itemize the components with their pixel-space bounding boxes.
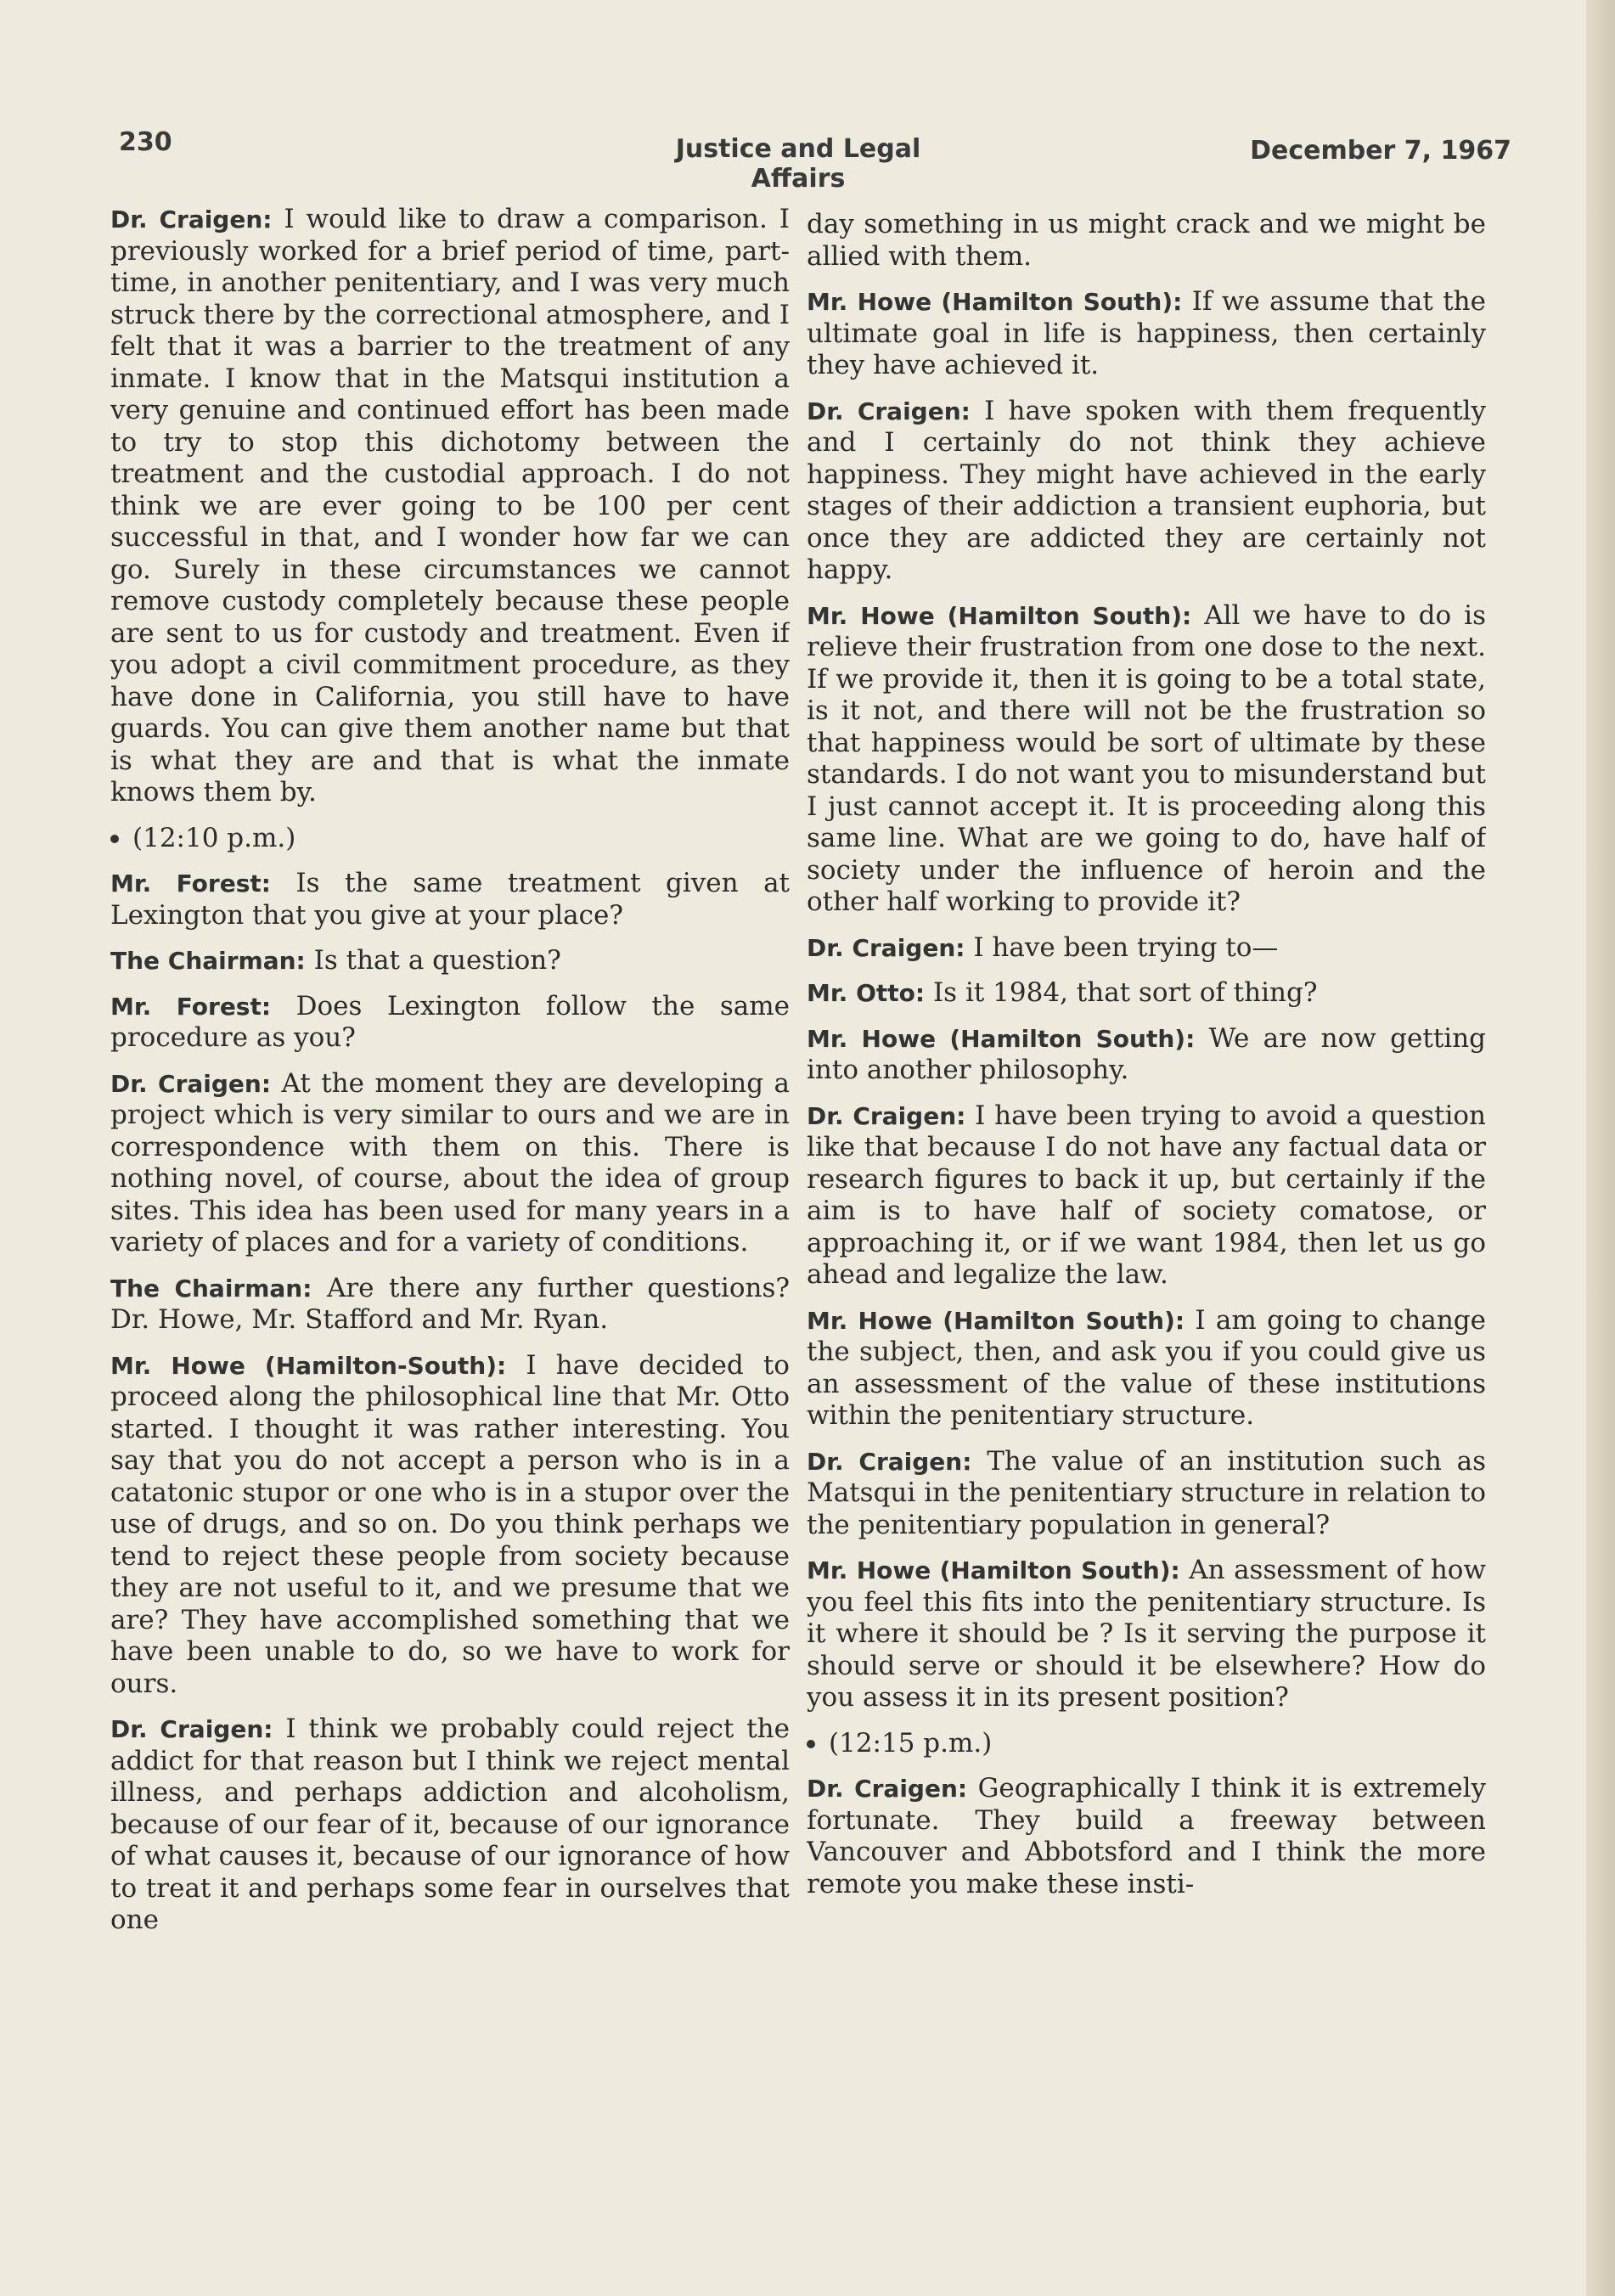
speech-text: I have been trying to— [973, 931, 1279, 963]
page-header [119, 127, 1511, 194]
transcript-paragraph [807, 600, 1486, 919]
speaker-name: Mr. Howe (Hamilton South): [807, 1306, 1185, 1335]
right-column [807, 209, 1486, 2264]
speaker-name: The Chairman: [110, 1274, 312, 1303]
transcript-paragraph [110, 204, 790, 809]
transcript-paragraph [110, 945, 790, 977]
left-column [110, 204, 790, 2259]
transcript-paragraph [807, 1555, 1486, 1714]
speech-text: We are now getting into another philosophy. [807, 1022, 1486, 1085]
timestamp-text: (12:15 p.m.) [829, 1727, 993, 1759]
transcript-paragraph [807, 396, 1486, 587]
speaker-name: Dr. Craigen: [807, 1447, 972, 1476]
speech-text: Does Lexington follow the same procedure as you? [110, 990, 790, 1053]
speaker-name: Dr. Craigen: [110, 1715, 273, 1743]
speaker-name: The Chairman: [110, 947, 306, 975]
transcript-paragraph [807, 1773, 1486, 1900]
speaker-name: Dr. Craigen: [807, 933, 965, 962]
speaker-name: Mr. Howe (Hamilton South): [807, 1024, 1196, 1053]
page-edge-shadow [1586, 0, 1615, 2296]
transcript-paragraph [807, 1023, 1486, 1087]
speech-text: I am going to change the subject, then, and ask you if you could give us an assessment of the value of these institutions within the penitentiary structure. [807, 1304, 1486, 1431]
speech-text: Is the same treatment given at Lexington that you give at your place? [110, 868, 790, 931]
transcript-paragraph [807, 209, 1486, 273]
speaker-name: Mr. Howe (Hamilton-South): [110, 1351, 507, 1380]
speaker-name: Dr. Craigen: [807, 397, 971, 425]
speech-text: The value of an institution such as Matsqui in the penitentiary structure in relation to the penitentiary population in general? [807, 1445, 1486, 1540]
speech-text: Are there any further questions? Dr. Howe, Mr. Stafford and Mr. Ryan. [110, 1272, 790, 1335]
speech-text: All we have to do is relieve their frustration from one dose to the next. If we provide it, then it is going to be a total state, is it not, and there will not be the frustration so that happiness would be sort of ultimate by these standards. I do not want you to misunderstand but I just cannot accept it. It is proceeding along this same line. What are we going to do, have half of society under the influence of heroin and the other half working to provide it? [807, 599, 1486, 917]
transcript-paragraph [110, 1714, 790, 1937]
speaker-name: Mr. Otto: [807, 979, 926, 1007]
transcript-paragraph [807, 1305, 1486, 1432]
transcript-paragraph [807, 286, 1486, 382]
transcript-paragraph [807, 1100, 1486, 1292]
speaker-name: Mr. Howe (Hamilton South): [807, 1556, 1180, 1584]
speech-text: I would like to draw a comparison. I previously worked for a brief period of time, part-time, in another penitentiary, and I was very much struck there by the correctional atmosphere, and I felt that it was a barrier to the treatment of any inmate. I know that in the Matsqui institution a very genuine and continued effort has been made to try to stop this dichotomy between the treatment and the custodial approach. I do not think we are ever going to be 100 per cent successful in that, and I wonder how far we can go. Surely in these circumstances we cannot remove custody completely because these people are sent to us for custody and treatment. Even if you adopt a civil commitment procedure, as they have done in California, you still have to have guards. You can give them another name but that is what they are and that is what the inmate knows them by. [110, 204, 790, 808]
timestamp-marker [807, 1728, 1486, 1760]
timestamp-marker [110, 823, 790, 855]
transcript-paragraph [110, 1350, 790, 1701]
speaker-name: Mr. Howe (Hamilton South): [807, 601, 1192, 630]
speech-text: I have decided to proceed along the philosophical line that Mr. Otto started. I thought it was rather interesting. You say that you do not accept a person who is in a catatonic stupor or one who is in a stupor over the use of drugs, and so on. Do you think perhaps we tend to reject these people from society because they are not useful to it, and we presume that we are? They have accomplished something that we have been unable to do, so we have to work for ours. [110, 1349, 790, 1699]
transcript-paragraph [807, 932, 1486, 965]
speech-text: Is that a question? [313, 945, 561, 976]
speaker-name: Mr. Forest: [110, 992, 272, 1021]
transcript-paragraph [110, 1273, 790, 1337]
speaker-name: Mr. Forest: [110, 869, 271, 898]
transcript-paragraph [110, 868, 790, 931]
page-date: December 7, 1967 [1250, 136, 1511, 166]
speaker-name: Dr. Craigen: [110, 1069, 272, 1098]
speech-text: If we assume that the ultimate goal in life is happiness, then certainly they have achieved it. [807, 286, 1486, 380]
speech-text: day something in us might crack and we might be allied with them. [807, 209, 1486, 272]
speaker-name: Dr. Craigen: [110, 205, 273, 234]
speech-text: Geographically I think it is extremely fortunate. They build a freeway between Vancouver and Abbotsford and I think the more remote you make these insti- [807, 1773, 1486, 1899]
speech-text: I have spoken with them frequently and I certainly do not think they achieve happiness. They might have achieved in the early stages of their addiction a transient euphoria, but once they are addicted they are certainly not happy. [807, 395, 1486, 585]
transcript-paragraph [110, 991, 790, 1055]
speaker-name: Dr. Craigen: [807, 1101, 966, 1130]
bullet-icon [807, 1740, 815, 1748]
speech-text: I have been trying to avoid a question like that because I do not have any factual data or research figures to back it up, but certainly if the aim is to have half of society comatose, or approaching it, or if we want 1984, then let us go ahead and legalize the law. [807, 1100, 1486, 1290]
speech-text: Is it 1984, that sort of thing? [932, 977, 1318, 1008]
bullet-icon [110, 835, 119, 843]
speech-text: I think we probably could reject the addict for that reason but I think we reject mental illness, and perhaps addiction and alcoholism, because of our fear of it, because of our ignorance of what causes it, because of our ignorance of how to treat it and perhaps some fear in ourselves that one [110, 1714, 790, 1935]
transcript-paragraph [110, 1068, 790, 1259]
speaker-name: Mr. Howe (Hamilton South): [807, 288, 1183, 316]
speech-text: At the moment they are developing a project which is very similar to ours and we are in correspondence with them on this. There is nothing novel, of course, about the idea of group sites. This idea has been used for many years in a variety of places and for a variety of conditions. [110, 1067, 790, 1258]
transcript-paragraph [807, 1446, 1486, 1542]
running-title: Justice and Legal Affairs [675, 134, 921, 194]
timestamp-text: (12:10 p.m.) [132, 822, 296, 853]
transcript-paragraph [807, 977, 1486, 1010]
page-number: 230 [119, 127, 172, 157]
speech-text: An assessment of how you feel this fits into the penitentiary structure. Is it where it should be ? Is it serving the purpose it should serve or should it be elsewhere? How do you assess it in its present position? [807, 1555, 1486, 1713]
speaker-name: Dr. Craigen: [807, 1775, 968, 1803]
